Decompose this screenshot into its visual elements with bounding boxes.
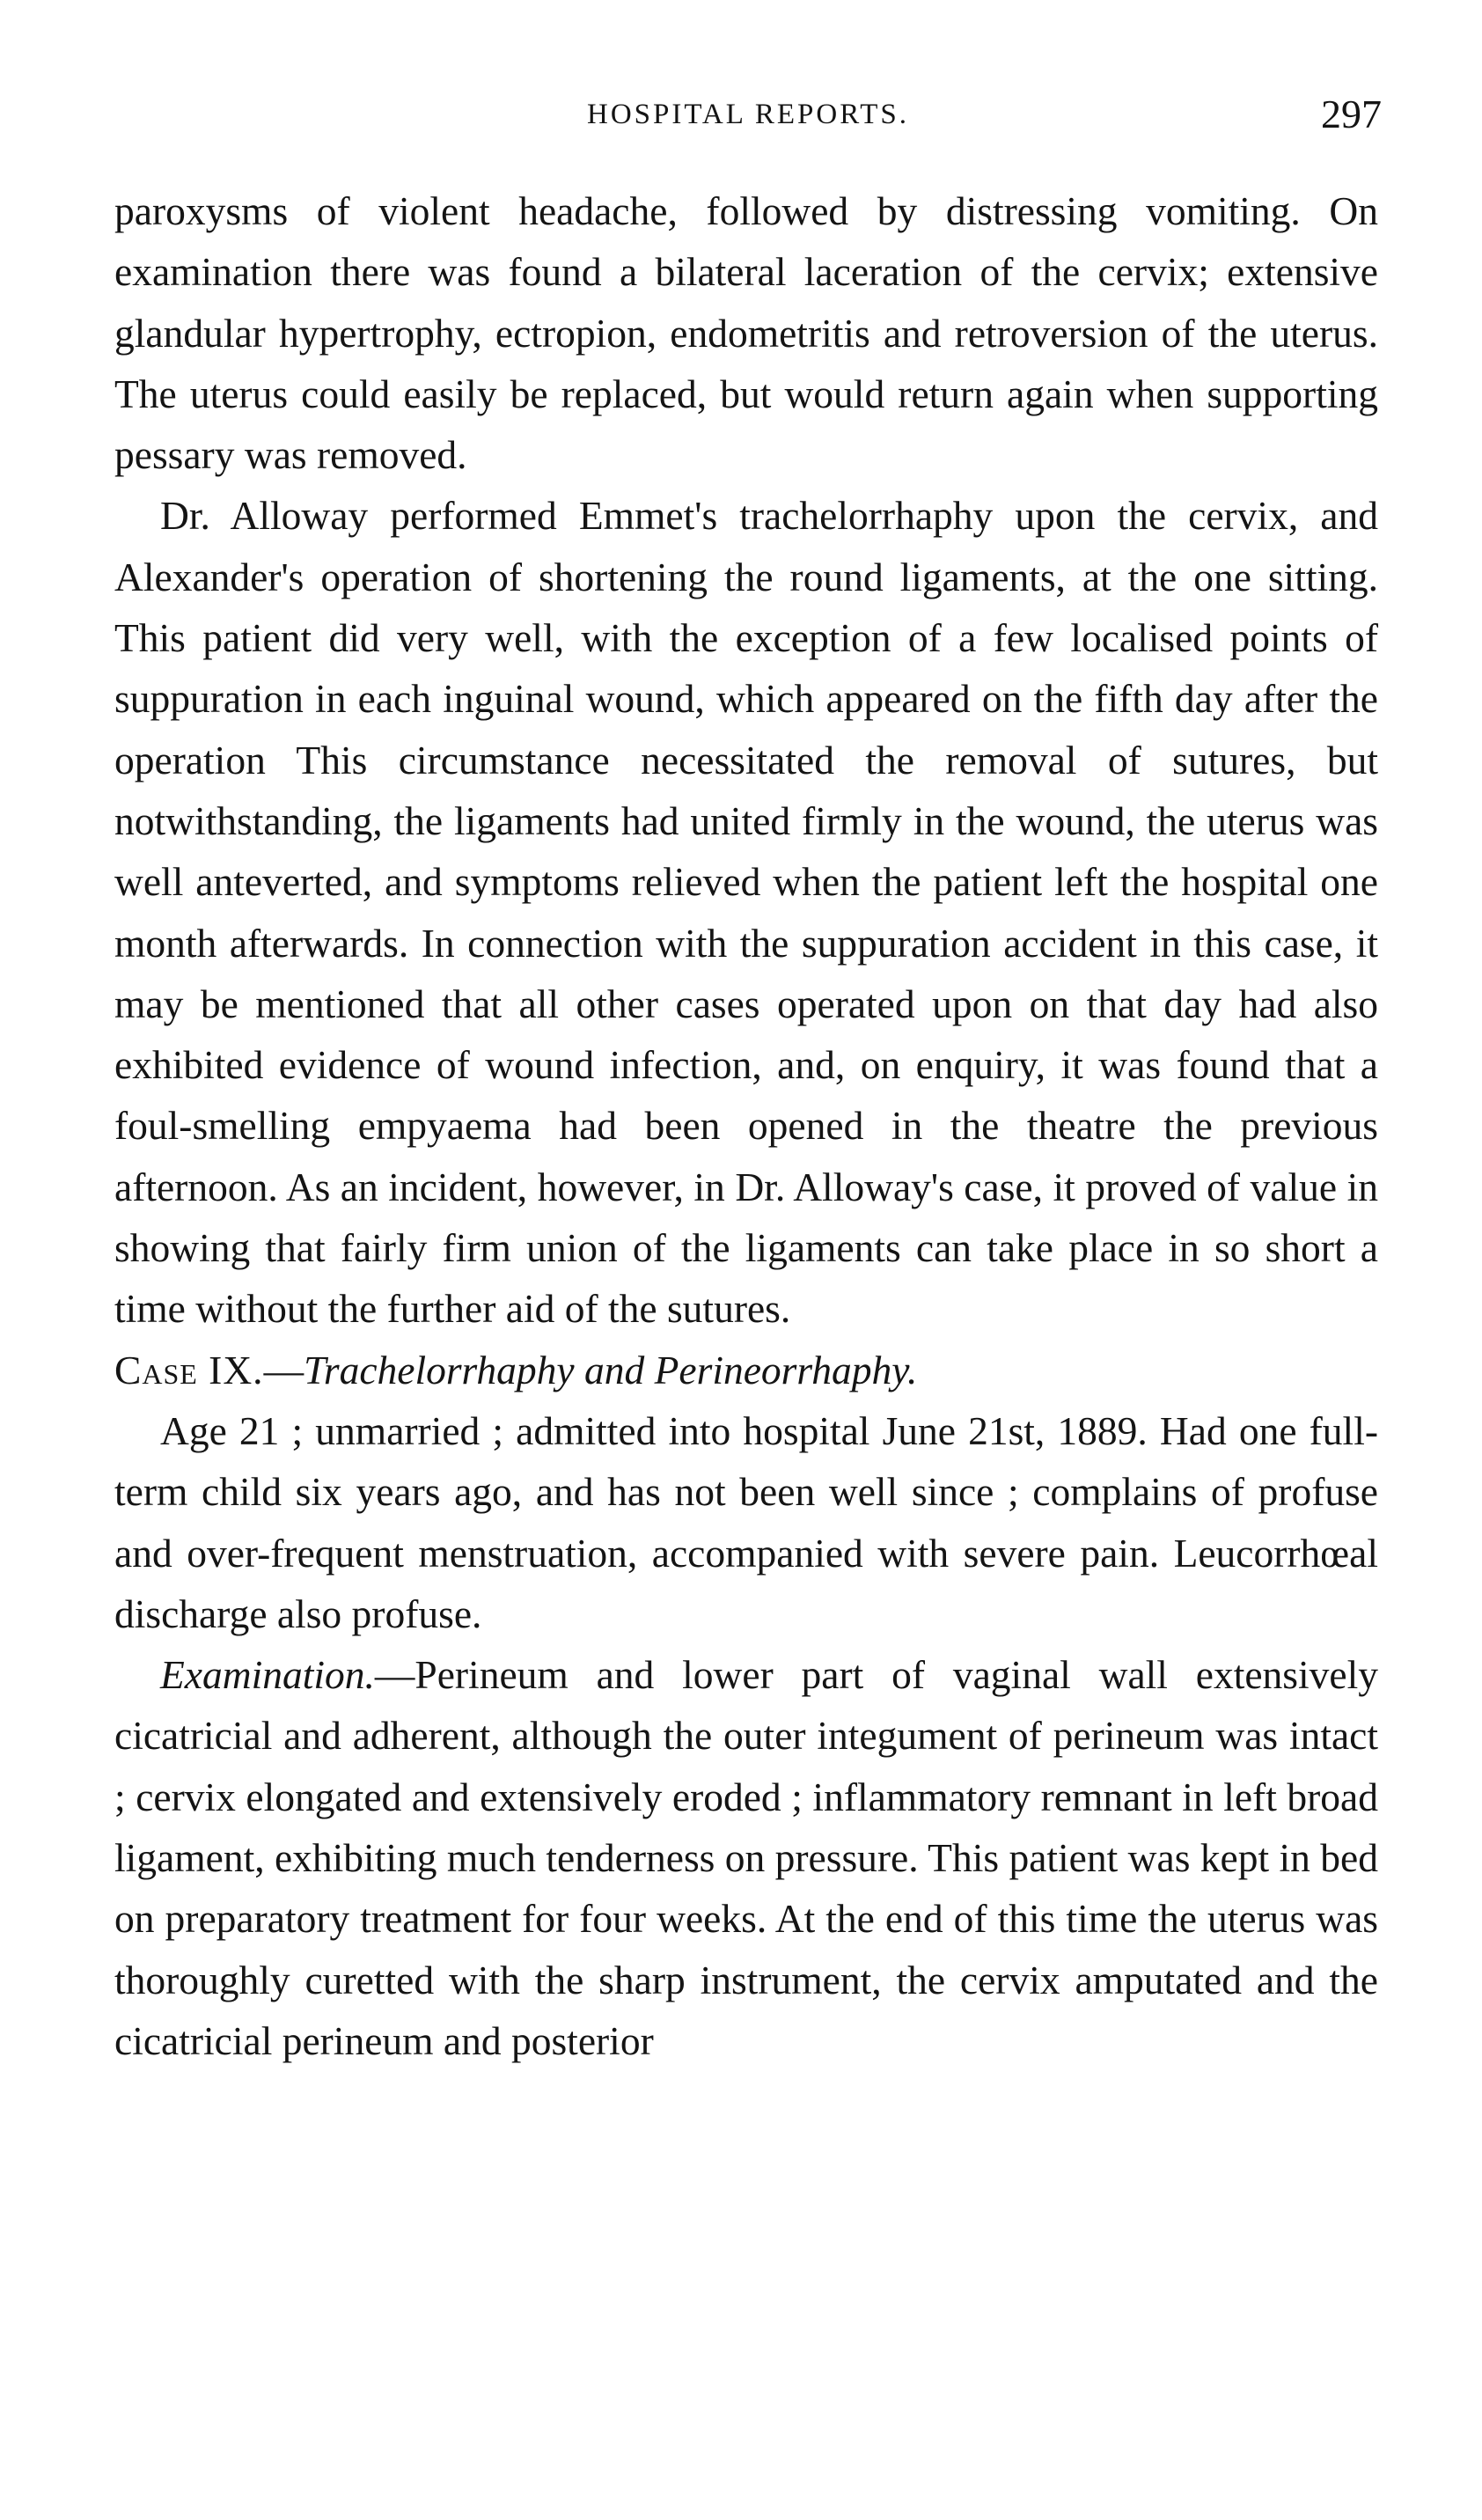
examination-dash: — [374, 1652, 415, 1698]
paragraph-case-history: Age 21 ; unmarried ; admitted into hospital June 21st, 1889. Had one full-term child six years ago, and has not been well since ; complains of profuse and over-frequent menstruation, accompanied with severe pain. Leucorrhœal discharge also profuse. [114, 1407, 1378, 1636]
paragraph-continuation: paroxysms of violent headache, followed by distressing vomiting. On examination there was found a bilateral laceration of the cervix; extensive glandular hypertrophy, ectropion, endometritis and retroversion of the uterus. The uterus could easily be replaced, but would return again when supporting pessary was removed. [114, 188, 1378, 478]
examination-lead: Examination. [160, 1652, 375, 1698]
case-dash: — [263, 1347, 304, 1392]
running-head [114, 86, 1382, 143]
page-number: 297 [1321, 92, 1382, 136]
running-title: HOSPITAL REPORTS. [586, 99, 910, 130]
case-number: Case IX. [114, 1347, 264, 1392]
body-text [114, 180, 1378, 2071]
paragraph-examination [114, 1644, 1378, 2071]
case-title: Trachelorrhaphy and Perineorrhaphy. [304, 1347, 918, 1392]
examination-text: Perineum and lower part of vaginal wall extensively cicatricial and adherent, although the outer integument of perineum was intact ; cervix elongated and extensively eroded ; inflammatory remnant in left broad ligament, exhibiting much tenderness on pressure. This patient was kept in bed on preparatory treatment for four weeks. At the end of this time the uterus was thoroughly curetted with the sharp instrument, the cervix amputated and the cicatricial perineum and posterior [114, 1652, 1378, 2063]
case-heading [114, 1340, 1378, 1400]
paragraph-alloway-operation: Dr. Alloway performed Emmet's trachelorrhaphy upon the cervix, and Alexander's operation of shortening the round ligaments, at the one sitting. This patient did very well, with the exception of a few localised points of suppuration in each inguinal wound, which appeared on the fifth day after the operation This circumstance necessitated the removal of sutures, but notwithstanding, the ligaments had united firmly in the wound, the uterus was well anteverted, and symptoms relieved when the patient left the hospital one month afterwards. In connection with the suppuration accident in this case, it may be mentioned that all other cases operated upon on that day had also exhibited evidence of wound infection, and, on enquiry, it was found that a foul-smelling empyaema had been opened in the theatre the previous afternoon. As an incident, however, in Dr. Alloway's case, it proved of value in showing that fairly firm union of the ligaments can take place in so short a time without the further aid of the sutures. [114, 493, 1378, 1332]
